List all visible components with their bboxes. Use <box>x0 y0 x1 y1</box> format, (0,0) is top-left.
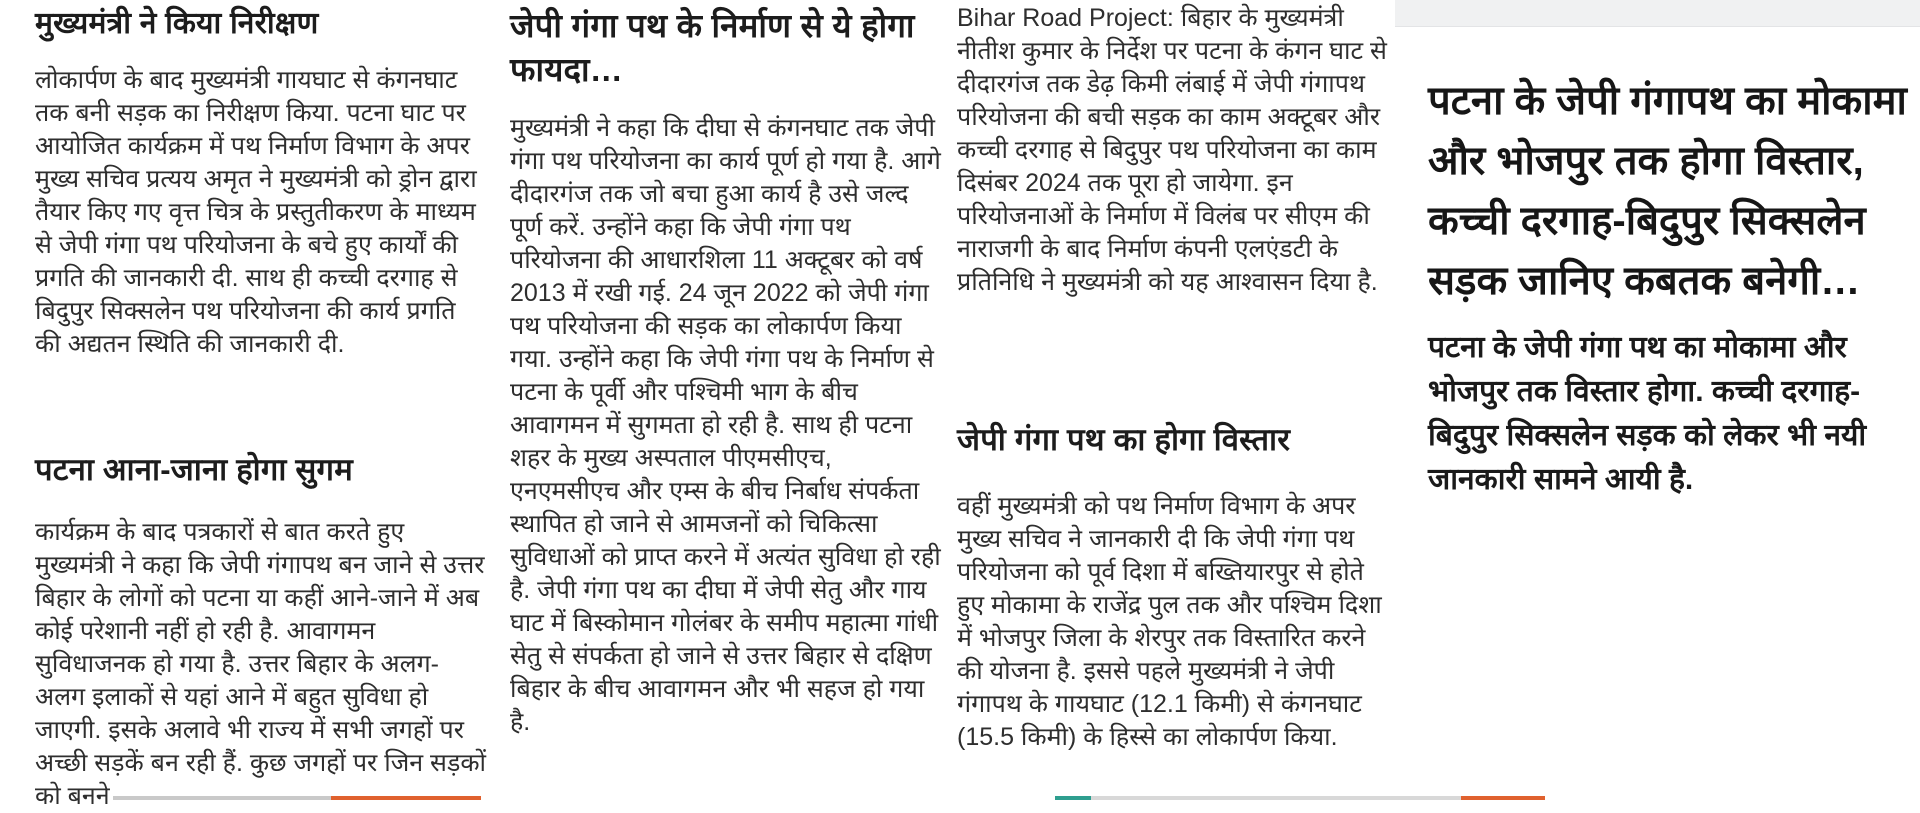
column2-paragraph: मुख्यमंत्री ने कहा कि दीघा से कंगनघाट तक जेपी गंगा पथ परियोजना का कार्य पूर्ण हो गया है. आगे दीदारगंज तक जो बचा हुआ कार्य है उसे जल्द पूर्ण करें. उन्होंने कहा कि जेपी गंगा पथ परियोजना की आधारशिला 11 अक्टूबर को वर्ष 2013 में रखी गई. 24 जून 2022 को जेपी गंगा पथ परियोजना की सड़क का लोकार्पण किया गया. उन्होंने कहा कि जेपी गंगा पथ के निर्माण से पटना के पूर्वी और पश्चिमी भाग के बीच आवागमन में सुगमता हो रही है. साथ ही पटना शहर के मुख्य अस्पताल पीएमसीएच, एनएमसीएच और एम्स के बीच निर्बाध संपर्कता स्थापित हो जाने से आमजनों को चिकित्सा सुविधाओं को प्राप्त करने में अत्यंत सुविधा हो रही है. जेपी गंगा पथ का दीघा में जेपी सेतु और गाय घाट में बिस्कोमान गोलंबर के समीप महात्मा गांधी सेतु से संपर्कता हो जाने से उत्तर बिहार से दक्षिण बिहार के बीच आवागमन और भी सहज हो गया है. <box>510 114 941 736</box>
column3-paragraph-2: वहीं मुख्यमंत्री को पथ निर्माण विभाग के अपर मुख्य सचिव ने जानकारी दी कि जेपी गंगा पथ परियोजना को पूर्व दिशा में बख्तियारपुर से होते हुए मोकामा के राजेंद्र पुल तक और पश्चिम दिशा में भोजपुर जिला के शेरपुर तक विस्तारित करने की योजना है. इससे पहले मुख्यमंत्री ने जेपी गंगापथ के गायघाट (12.1 किमी) से कंगनघाट (15.5 किमी) के हिस्से का लोकार्पण किया. <box>957 492 1382 751</box>
panel-top-strip <box>1395 0 1920 27</box>
clipped-accent-line-left-gray <box>113 796 331 800</box>
column1-paragraph-1: लोकार्पण के बाद मुख्यमंत्री गायघाट से कंगनघाट तक बनी सड़क का निरीक्षण किया. पटना घाट पर आयोजित कार्यक्रम में पथ निर्माण विभाग के अपर मुख्य सचिव प्रत्यय अमृत ने मुख्यमंत्री को ड्रोन द्वारा तैयार किए गए वृत्त चित्र के प्रस्तुतीकरण के माध्यम से जेपी गंगा पथ परियोजना के बचे हुए कार्यों की प्रगति की जानकारी दी. साथ ही कच्ची दरगाह से बिदुपुर सिक्सलेन पथ परियोजना की कार्य प्रगति की अद्यतन स्थिति की जानकारी दी. <box>35 66 477 358</box>
article-column-4-panel <box>1395 0 1920 800</box>
column2-heading-benefits: जेपी गंगा पथ के निर्माण से ये होगा फायदा… <box>510 7 915 88</box>
clipped-accent-line-right-teal <box>1055 796 1091 800</box>
column1-paragraph-2: कार्यक्रम के बाद पत्रकारों से बात करते हुए मुख्यमंत्री ने कहा कि जेपी गंगापथ बन जाने से उत्तर बिहार के लोगों को पटना या कहीं आने-जाने में अब कोई परेशानी नहीं हो रही है. आवागमन सुविधाजनक हो गया है. उत्तर बिहार के अलग-अलग इलाकों से यहां आने में बहुत सुविधा हो जाएगी. इसके अलावे भी राज्य में सभी जगहों पर अच्छी सड़कें बन रही हैं. कुछ जगहों पर जिन सड़कों को बनने <box>35 518 487 810</box>
column3-lead-paragraph: Bihar Road Project: बिहार के मुख्यमंत्री नीतीश कुमार के निर्देश पर पटना के कंगन घाट से दीदारगंज तक डेढ़ किमी लंबाई में जेपी गंगापथ परियोजना की बची सड़क का काम अक्टूबर और कच्ची दरगाह से बिदुपुर पथ परियोजना का काम दिसंबर 2024 तक पूरा हो जायेगा. इन परियोजनाओं के निर्माण में विलंब पर सीएम की नाराजगी के बाद निर्माण कंपनी एलएंडटी के प्रतिनिधि ने मुख्यमंत्री को यह आश्वासन दिया है. <box>957 4 1387 296</box>
clipped-accent-line-right-orange <box>1461 796 1545 800</box>
column4-bold-summary: पटना के जेपी गंगा पथ का मोकामा और भोजपुर तक विस्तार होगा. कच्ची दरगाह-बिदुपुर सिक्सलेन सड़क को लेकर भी नयी जानकारी सामने आयी है. <box>1428 331 1867 496</box>
article-column-3 <box>957 0 1395 800</box>
column1-heading-inspection: मुख्यमंत्री ने किया निरीक्षण <box>35 7 319 40</box>
clipped-accent-line-left-orange <box>331 796 481 800</box>
article-column-1 <box>35 0 487 810</box>
clipped-accent-line-right-gray <box>1091 796 1461 800</box>
column1-heading-travel-easy: पटना आना-जाना होगा सुगम <box>35 452 353 487</box>
column4-bold-headline: पटना के जेपी गंगापथ का मोकामा और भोजपुर तक होगा विस्तार, कच्ची दरगाह-बिदुपुर सिक्सलेन सड़क जानिए कबतक बनेगी… <box>1428 78 1907 303</box>
column3-heading-expansion: जेपी गंगा पथ का होगा विस्तार <box>957 422 1291 457</box>
article-column-2 <box>510 0 947 800</box>
